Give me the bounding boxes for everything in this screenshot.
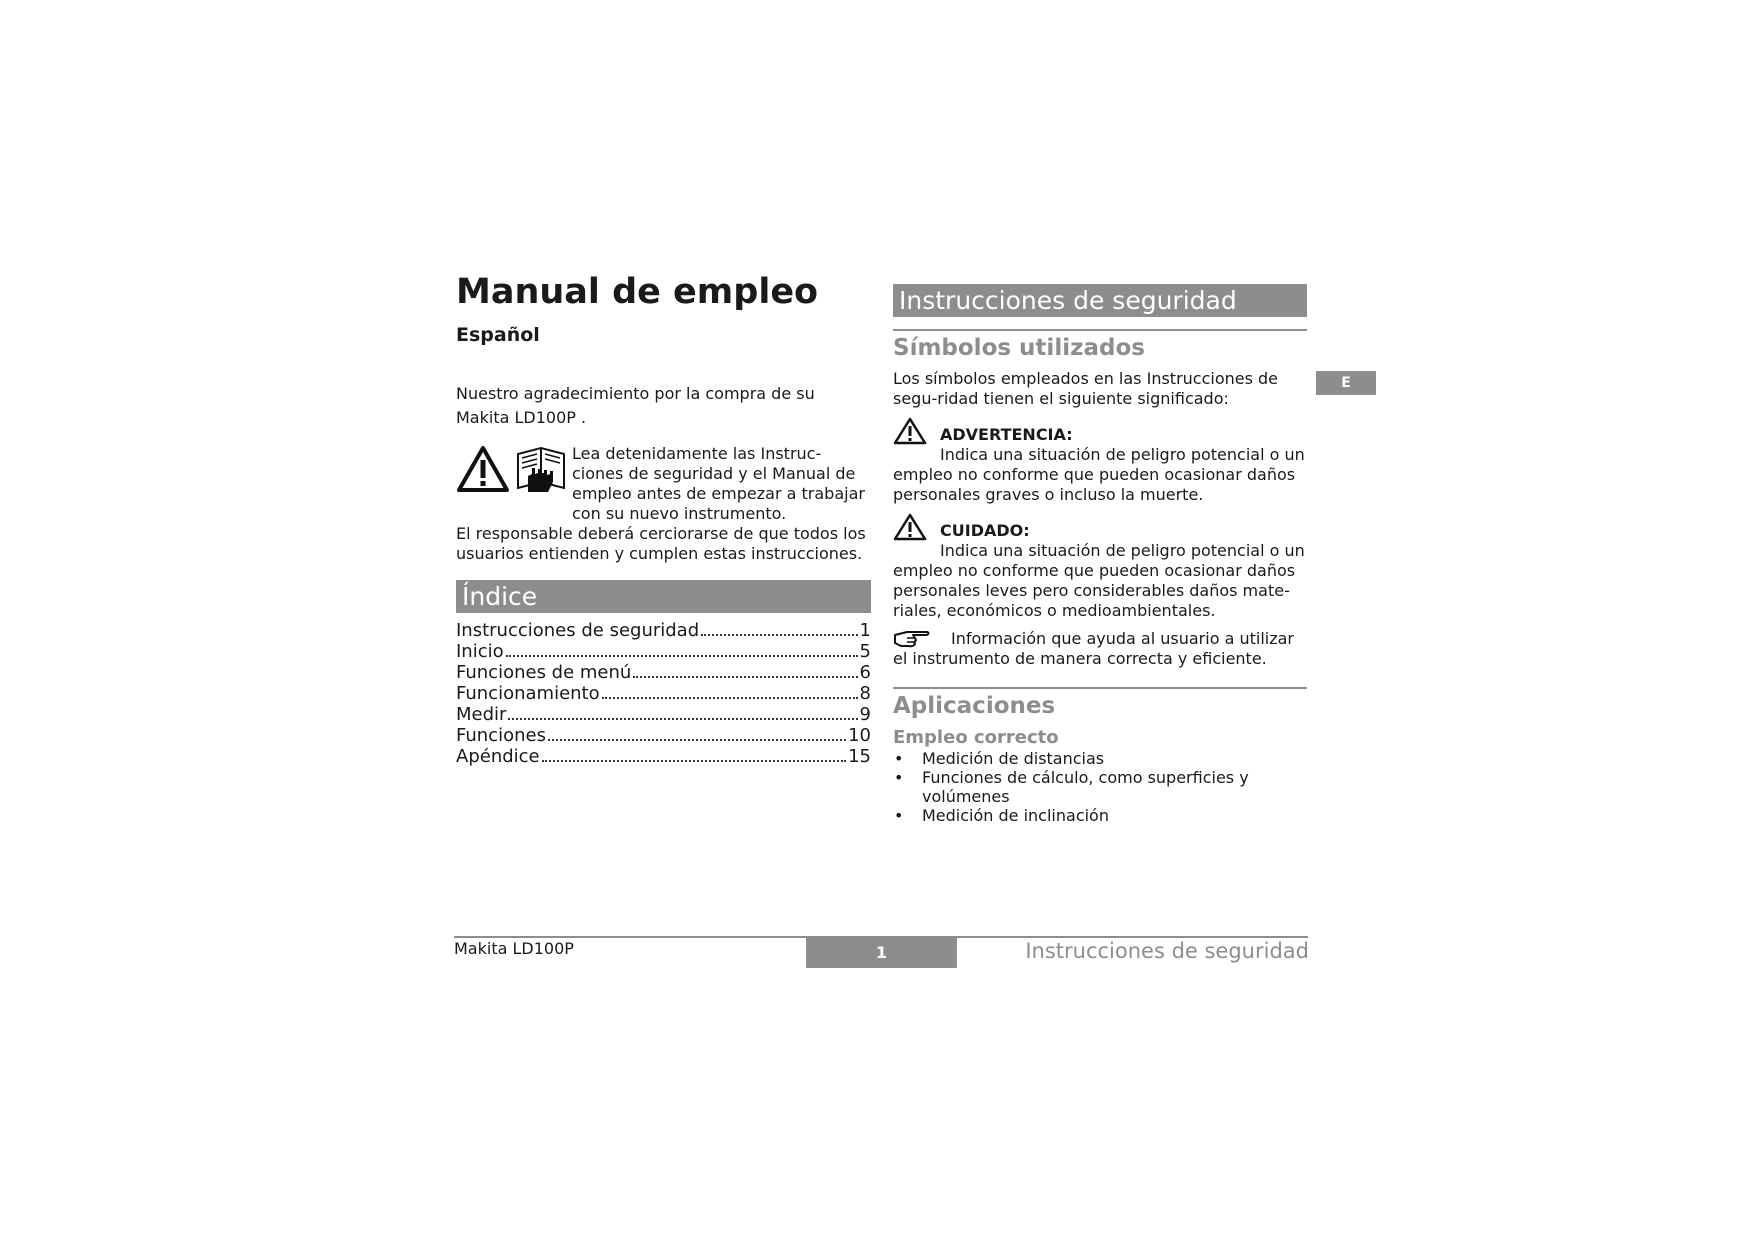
toc-item-funciones-menu[interactable] bbox=[456, 662, 871, 683]
toc-leader bbox=[542, 760, 846, 762]
left-column bbox=[456, 266, 871, 767]
warning-label: ADVERTENCIA: bbox=[940, 425, 1073, 444]
divider bbox=[893, 329, 1307, 331]
pointing-hand-icon bbox=[893, 629, 931, 654]
table-of-contents bbox=[456, 620, 871, 767]
info-text: Información que ayuda al usuario a utilizar el instrumento de manera correcta y eficiente. bbox=[893, 629, 1294, 668]
toc-item-medir[interactable] bbox=[456, 704, 871, 725]
toc-item-label: Medir bbox=[456, 704, 507, 725]
toc-item-page: 10 bbox=[848, 725, 871, 746]
toc-item-page: 1 bbox=[859, 620, 871, 641]
correct-use-list bbox=[893, 749, 1307, 825]
section-title-bar: Instrucciones de seguridad bbox=[893, 284, 1307, 317]
list-item: • Medición de inclinación bbox=[893, 806, 1307, 825]
footer-product: Makita LD100P bbox=[454, 939, 574, 958]
toc-item-label: Funciones de menú bbox=[456, 662, 632, 683]
info-note bbox=[893, 629, 1307, 669]
toc-item-page: 9 bbox=[859, 704, 871, 725]
document-title: Manual de empleo bbox=[456, 272, 819, 312]
toc-item-label: Funcionamiento bbox=[456, 683, 600, 704]
toc-leader bbox=[548, 739, 846, 741]
toc-item-funcionamiento[interactable] bbox=[456, 683, 871, 704]
toc-item-inicio[interactable] bbox=[456, 641, 871, 662]
toc-item-instrucciones[interactable] bbox=[456, 620, 871, 641]
intro-paragraph bbox=[456, 382, 871, 430]
toc-item-label: Inicio bbox=[456, 641, 504, 662]
warning-triangle-icon bbox=[456, 444, 514, 494]
toc-item-page: 15 bbox=[848, 746, 871, 767]
caution-label: CUIDADO: bbox=[940, 521, 1030, 540]
caution-description: Indica una situación de peligro potencial o un empleo no conforme que pueden ocasionar daños personales leves pero considerables daños mate-riales, económicos o medioambientales. bbox=[893, 541, 1305, 620]
toc-item-label: Apéndice bbox=[456, 746, 540, 767]
toc-item-label: Funciones bbox=[456, 725, 546, 746]
toc-leader bbox=[602, 697, 858, 699]
language-subtitle: Español bbox=[456, 324, 540, 346]
toc-leader bbox=[506, 655, 858, 657]
responsible-paragraph: El responsable deberá cerciorarse de que todos los usuarios entienden y cumplen estas instrucciones. bbox=[456, 524, 866, 563]
toc-item-apendice[interactable] bbox=[456, 746, 871, 767]
applications-heading: Aplicaciones bbox=[893, 693, 1056, 719]
toc-item-funciones[interactable] bbox=[456, 725, 871, 746]
symbols-heading: Símbolos utilizados bbox=[893, 335, 1145, 361]
right-column bbox=[893, 284, 1307, 825]
correct-use-heading: Empleo correcto bbox=[893, 727, 1059, 748]
intro-line-1: Nuestro agradecimiento por la compra de su bbox=[456, 384, 815, 403]
toc-leader bbox=[508, 718, 857, 720]
warning-triangle-icon bbox=[893, 513, 940, 541]
warning-triangle-icon bbox=[893, 417, 940, 445]
toc-item-page: 5 bbox=[859, 641, 871, 662]
read-manual-notice bbox=[456, 444, 871, 524]
divider bbox=[893, 687, 1307, 689]
footer-page-number: 1 bbox=[806, 938, 957, 968]
toc-item-page: 6 bbox=[859, 662, 871, 683]
intro-line-2: Makita LD100P . bbox=[456, 408, 587, 427]
toc-item-page: 8 bbox=[859, 683, 871, 704]
list-item: • Funciones de cálculo, como superficies y volúmenes bbox=[893, 768, 1307, 806]
symbols-intro: Los símbolos empleados en las Instrucciones de segu-ridad tienen el siguiente significado: bbox=[893, 369, 1279, 408]
language-tab: E bbox=[1316, 371, 1376, 395]
warning-label-row bbox=[893, 417, 1307, 445]
caution-label-row bbox=[893, 513, 1307, 541]
warning-description: Indica una situación de peligro potencial o un empleo no conforme que pueden ocasionar daños personales graves o incluso la muerte. bbox=[893, 445, 1305, 504]
footer-section: Instrucciones de seguridad bbox=[1025, 939, 1309, 963]
manual-book-icon bbox=[514, 444, 571, 494]
toc-leader bbox=[701, 634, 857, 636]
toc-heading: Índice bbox=[456, 580, 871, 613]
toc-item-label: Instrucciones de seguridad bbox=[456, 620, 700, 641]
list-item: • Medición de distancias bbox=[893, 749, 1307, 768]
read-manual-text: Lea detenidamente las Instruc-ciones de seguridad y el Manual de empleo antes de empezar a trabajar con su nuevo instrumento. bbox=[572, 444, 865, 523]
toc-leader bbox=[633, 676, 857, 678]
